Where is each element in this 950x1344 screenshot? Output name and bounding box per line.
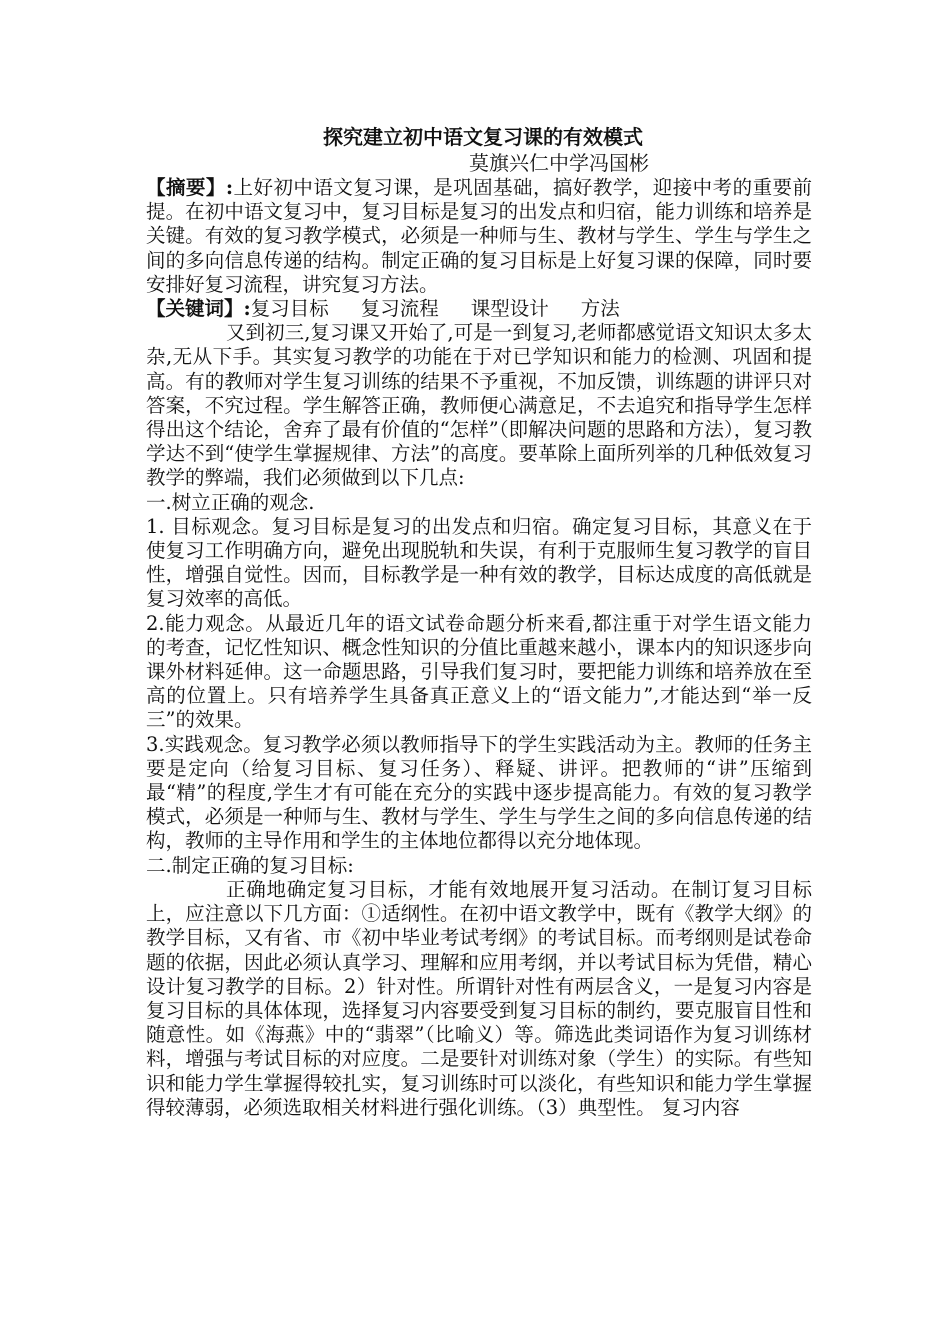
keyword-item: 复习目标 bbox=[250, 297, 329, 321]
section-item: 1. 目标观念。复习目标是复习的出发点和归宿。确定复习目标，其意义在于使复习工作明确方向，避免出现脱轨和失误，有利于克服师生复习教学的盲目性，增强自觉性。因而，目标教学是一种有效的教学，目标达成度的高低就是复习效率的高低。 bbox=[146, 514, 812, 611]
abstract-text: 上好初中语文复习课，是巩固基础，搞好教学，迎接中考的重要前提。在初中语文复习中，复习目标是复习的出发点和归宿，能力训练和培养是关键。有效的复习教学模式，必须是一种师与生、教材与学生、学生与学生之间的多向信息传递的结构。制定正确的复习目标是上好复习课的保障，同时要安排好复习流程，讲究复习方法。 bbox=[146, 176, 812, 296]
section-heading: 一.树立正确的观念. bbox=[146, 490, 315, 514]
keywords-label: 【关键词】: bbox=[146, 297, 251, 321]
document-title: 探究建立初中语文复习课的有效模式 bbox=[323, 125, 643, 149]
keyword-item: 复习流程 bbox=[360, 297, 439, 321]
keywords-line bbox=[146, 297, 812, 321]
intro-paragraph: 又到初三,复习课又开始了,可是一到复习,老师都感觉语文知识太多太杂,无从下手。其实复习教学的功能在于对已学知识和能力的检测、巩固和提高。有的教师对学生复习训练的结果不予重视，不加反馈，训练题的讲评只对答案，不究过程。学生解答正确，教师便心满意足，不去追究和指导学生怎样得出这个结论，舍弃了最有价值的“怎样”（即解决问题的思路和方法），复习教学达不到“使学生掌握规律、方法”的高度。要革除上面所列举的几种低效复习教学的弊端，我们必须做到以下几点: bbox=[146, 321, 812, 490]
section-heading: 二.制定正确的复习目标: bbox=[146, 853, 354, 877]
keyword-item: 课型设计 bbox=[470, 297, 549, 321]
section-item: 2.能力观念。从最近几年的语文试卷命题分析来看,都注重于对学生语文能力的考查，记忆性知识、概念性知识的分值比重越来越小，课本内的知识逐步向课外材料延伸。这一命题思路，引导我们复习时，要把能力训练和培养放在至高的位置上。只有培养学生具备真正意义上的“语文能力”,才能达到“举一反三”的效果。 bbox=[146, 611, 812, 732]
author-line: 莫旗兴仁中学冯国彬 bbox=[469, 151, 649, 175]
document-page bbox=[146, 120, 812, 1120]
abstract-paragraph bbox=[146, 176, 812, 297]
keyword-item: 方法 bbox=[580, 297, 620, 321]
abstract-label: 【摘要】: bbox=[146, 176, 234, 199]
section-paragraph: 正确地确定复习目标，才能有效地展开复习活动。在制订复习目标上，应注意以下几方面：①适纲性。在初中语文教学中，既有《教学大纲》的教学目标，又有省、市《初中毕业考试考纲》的考试目标。而考纲则是试卷命题的依据，因此必须认真学习、理解和应用考纲，并以考试目标为凭借，精心设计复习教学的目标。2）针对性。所谓针对性有两层含义，一是复习内容是复习目标的具体体现，选择复习内容要受到复习目标的制约，要克服盲目性和随意性。如《海燕》中的“翡翠”（比喻义）等。筛选此类词语作为复习训练材料，增强与考试目标的对应度。二是要针对训练对象（学生）的实际。有些知识和能力学生掌握得较扎实，复习训练时可以淡化，有些知识和能力学生掌握得较薄弱，必须选取相关材料进行强化训练。（3）典型性。 复习内容 bbox=[146, 877, 812, 1119]
section-item: 3.实践观念。复习教学必须以教师指导下的学生实践活动为主。教师的任务主要是定向（给复习目标、复习任务）、释疑、讲评。把教师的“讲”压缩到最“精”的程度,学生才有可能在充分的实践中逐步提高能力。有效的复习教学模式，必须是一种师与生、教材与学生、学生与学生之间的多向信息传递的结构，教师的主导作用和学生的主体地位都得以充分地体现。 bbox=[146, 732, 812, 853]
